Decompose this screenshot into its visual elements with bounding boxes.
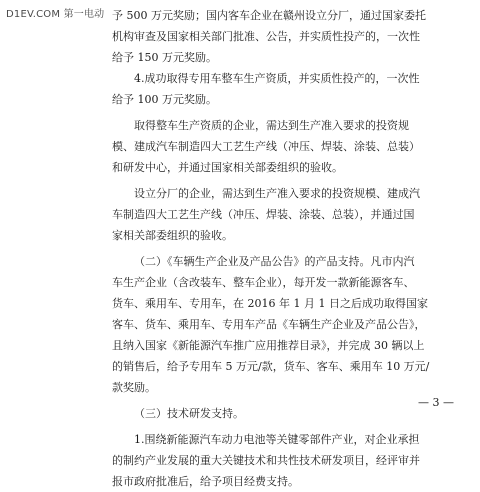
- text-line: （二）《车辆生产企业及产品公告》的产品支持。凡市内汽: [134, 255, 415, 268]
- watermark: D1EV.COM 第一电动: [6, 9, 105, 20]
- text-line: 和研发中心，并通过国家相关部委组织的验收。: [112, 161, 343, 174]
- text-line: 客车、货车、乘用车、专用车产品《车辆生产企业及产品公告》，: [112, 318, 426, 331]
- text-line: 模、建成汽车制造四大工艺生产线（冲压、焊装、涂装、总装）: [112, 140, 420, 153]
- text-line: 货车、乘用车、专用车，在 2016 年 1 月 1 日之后成功取得国家: [112, 297, 428, 310]
- page-number: — 3 —: [418, 396, 454, 409]
- text-line: 取得整车生产资质的企业，需达到生产准入要求的投资规: [134, 119, 409, 132]
- text-line: 1.围绕新能源汽车动力电池等关键零部件产业，对企业承担: [134, 433, 420, 446]
- document-body: [112, 5, 467, 492]
- text-line: 4.成功取得专用车整车生产资质，并实质性投产的，一次性: [134, 72, 420, 85]
- text-line: 的销售后，给予专用车 5 万元/款，货车、客车、乘用车 10 万元/: [112, 360, 430, 373]
- text-line: 车制造四大工艺生产线（冲压、焊装、涂装、总装），并通过国: [112, 208, 415, 221]
- text-line: 款奖励。: [112, 381, 156, 394]
- text-line: 给予 150 万元奖励。: [112, 51, 217, 64]
- text-line: 家相关部委组织的验收。: [112, 229, 233, 242]
- text-line: 的制约产业发展的重大关键技术和共性技术研发项目，经评审并: [112, 454, 420, 467]
- text-line: 给予 100 万元奖励。: [112, 93, 217, 106]
- text-line: 报市政府批准后，给予项目经费支持。: [112, 475, 299, 488]
- text-line: （三）技术研发支持。: [134, 407, 244, 420]
- text-line: 予 500 万元奖励；国内客车企业在赣州设立分厂，通过国家委托: [112, 9, 426, 22]
- text-line: 且纳入国家《新能源汽车推广应用推荐目录》，并完成 30 辆以上: [112, 339, 425, 352]
- text-line: 车生产企业（含改装车、整车企业），每开发一款新能源客车、: [112, 276, 415, 289]
- text-line: 机构审查及国家相关部门批准、公告，并实质性投产的，一次性: [112, 30, 420, 43]
- text-line: 设立分厂的企业，需达到生产准入要求的投资规模、建成汽: [134, 187, 420, 200]
